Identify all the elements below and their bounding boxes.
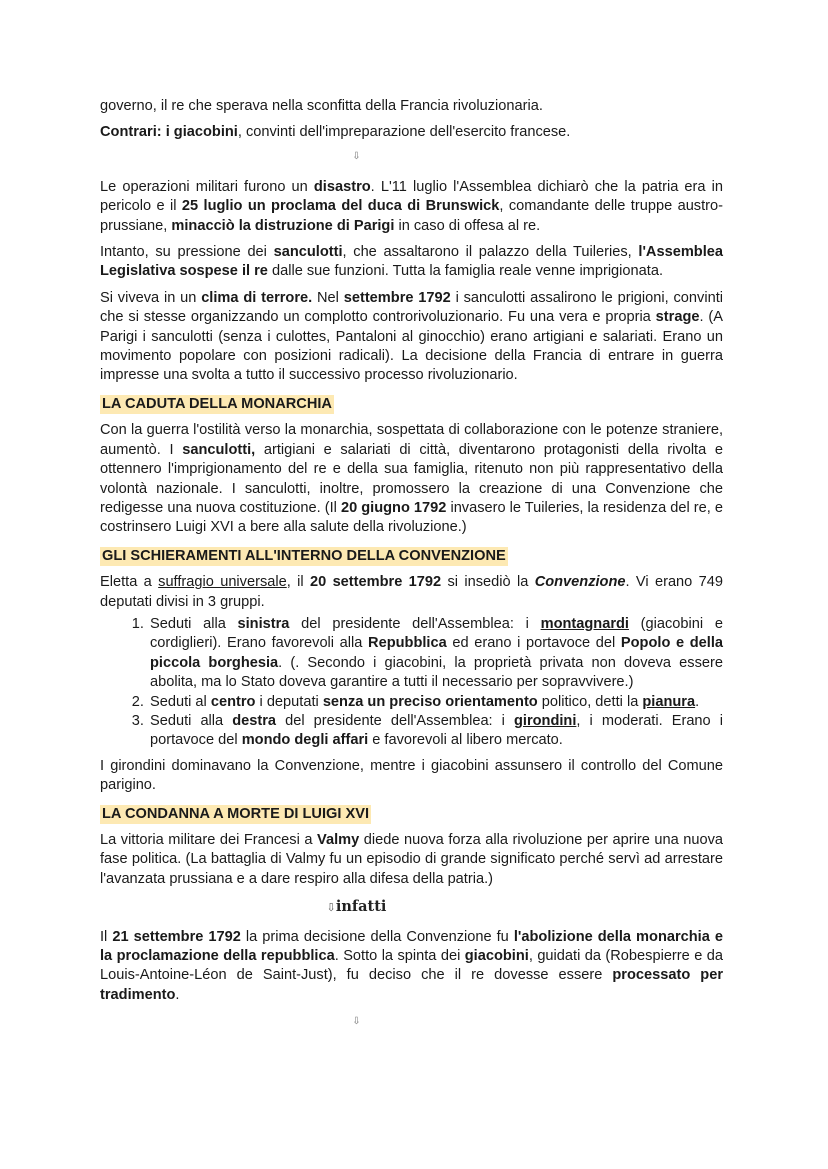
section-heading-schieramenti: GLI SCHIERAMENTI ALL'INTERNO DELLA CONVENZIONE — [100, 547, 508, 566]
war-paragraph-2: Intanto, su pressione dei sanculotti, che assaltarono il palazzo della Tuileries, l'Assemblea Legislativa sospese il re dalle sue funzioni. Tutta la famiglia reale venne imprigionata. — [100, 244, 723, 280]
girondini-paragraph: I girondini dominavano la Convenzione, mentre i giacobini assunsero il controllo del Comune parigino. — [100, 757, 723, 794]
section-heading-caduta: LA CADUTA DELLA MONARCHIA — [100, 395, 334, 414]
list-item: 3. Seduti alla destra del presidente dell'Assemblea: i girondini, i moderati. Erano i portavoce del mondo degli affari e favorevoli al libero mercato. — [148, 712, 723, 751]
schieramenti-paragraph: Eletta a suffragio universale, il 20 settembre 1792 si insediò la Convenzione. Vi erano 749 deputati divisi in 3 gruppi. — [100, 574, 723, 610]
document-body — [100, 97, 723, 1043]
contrari-bold: i giacobini — [165, 124, 238, 141]
repubblica-paragraph: Il 21 settembre 1792 la prima decisione della Convenzione fu l'abolizione della monarchia e la proclamazione della repubblica. Sotto la spinta dei giacobini, guidati da (Robespierre e da Louis-Antoine-Léon de Saint-Just), fu deciso che il re dovesse essere processato per tradimento. — [100, 928, 724, 1003]
section-heading-condanna: LA CONDANNA A MORTE DI LUIGI XVI — [100, 805, 371, 824]
intro-line: governo, il re che sperava nella sconfitta della Francia rivoluzionaria. — [100, 98, 543, 114]
valmy-paragraph: La vittoria militare dei Francesi a Valmy diede nuova forza alla rivoluzione per aprire una nuova fase politica. (La battaglia di Valmy fu un episodio di grande significato perché servì ad arrestare l'avanzata prussiana e a dare respiro alla difesa della patria.) — [100, 832, 723, 887]
contrari-label: Contrari: — [100, 124, 162, 141]
down-arrow-icon: ⇩ — [352, 1016, 361, 1028]
list-item: 1. Seduti alla sinistra del presidente dell'Assemblea: i montagnardi (giacobini e cordiglieri). Erano favorevoli alla Repubblica ed erano i portavoce del Popolo e della piccola borghesia. (. Secondo i giacobini, la proprietà privata non doveva essere abolita, ma lo Stato doveva garantire a tutti il necessario per sopravvivere.) — [148, 615, 723, 693]
war-paragraph-1: Le operazioni militari furono un disastro. L'11 luglio l'Assemblea dichiarò che la patria era in pericolo e il 25 luglio un proclama del duca di Brunswick, comandante delle truppe austro-prussiane, minacciò la distruzione di Parigi in caso di offesa al re. — [100, 178, 723, 234]
infatti-label: infatti — [335, 898, 387, 916]
caduta-paragraph: Con la guerra l'ostilità verso la monarchia, sospettata di collaborazione con le potenze straniere, aumentò. I sanculotti, artigiani e salariati di città, diventarono protagonisti della rivolta e ottennero l'imprigionamento del re e della sua famiglia, ritenuto non più rappresentativo della volontà nazionale. I sanculotti, inoltre, promossero la creazione di una Convenzione che redigesse una nuova costituzione. (Il 20 giugno 1792 invasero le Tuileries, la residenza del re, e costrinsero Luigi XVI a bere alla salute della rivoluzione.) — [100, 422, 724, 536]
list-item: 2. Seduti al centro i deputati senza un preciso orientamento politico, detti la pianura. — [148, 693, 723, 712]
down-arrow-icon: ⇩ — [326, 901, 336, 915]
groups-list — [100, 615, 723, 751]
down-arrow-icon: ⇩ — [352, 150, 361, 162]
infatti-arrow — [100, 897, 723, 917]
contrari-line: Contrari: i giacobini, convinti dell'impreparazione dell'esercito francese. — [100, 124, 571, 141]
war-paragraph-3: Si viveva in un clima di terrore. Nel settembre 1792 i sanculotti assalirono le prigioni, convinti che si stesse organizzando un complotto controrivoluzionario. Fu una vera e propria strage. (A Parigi i sanculotti (senza i culottes, Pantaloni al ginocchio) erano artigiani e salariati. Erano un movimento popolare con posizioni radicali). La decisione della Francia di entrare in guerra impresse una svolta a tutto il successivo processo rivoluzionario. — [100, 289, 723, 384]
